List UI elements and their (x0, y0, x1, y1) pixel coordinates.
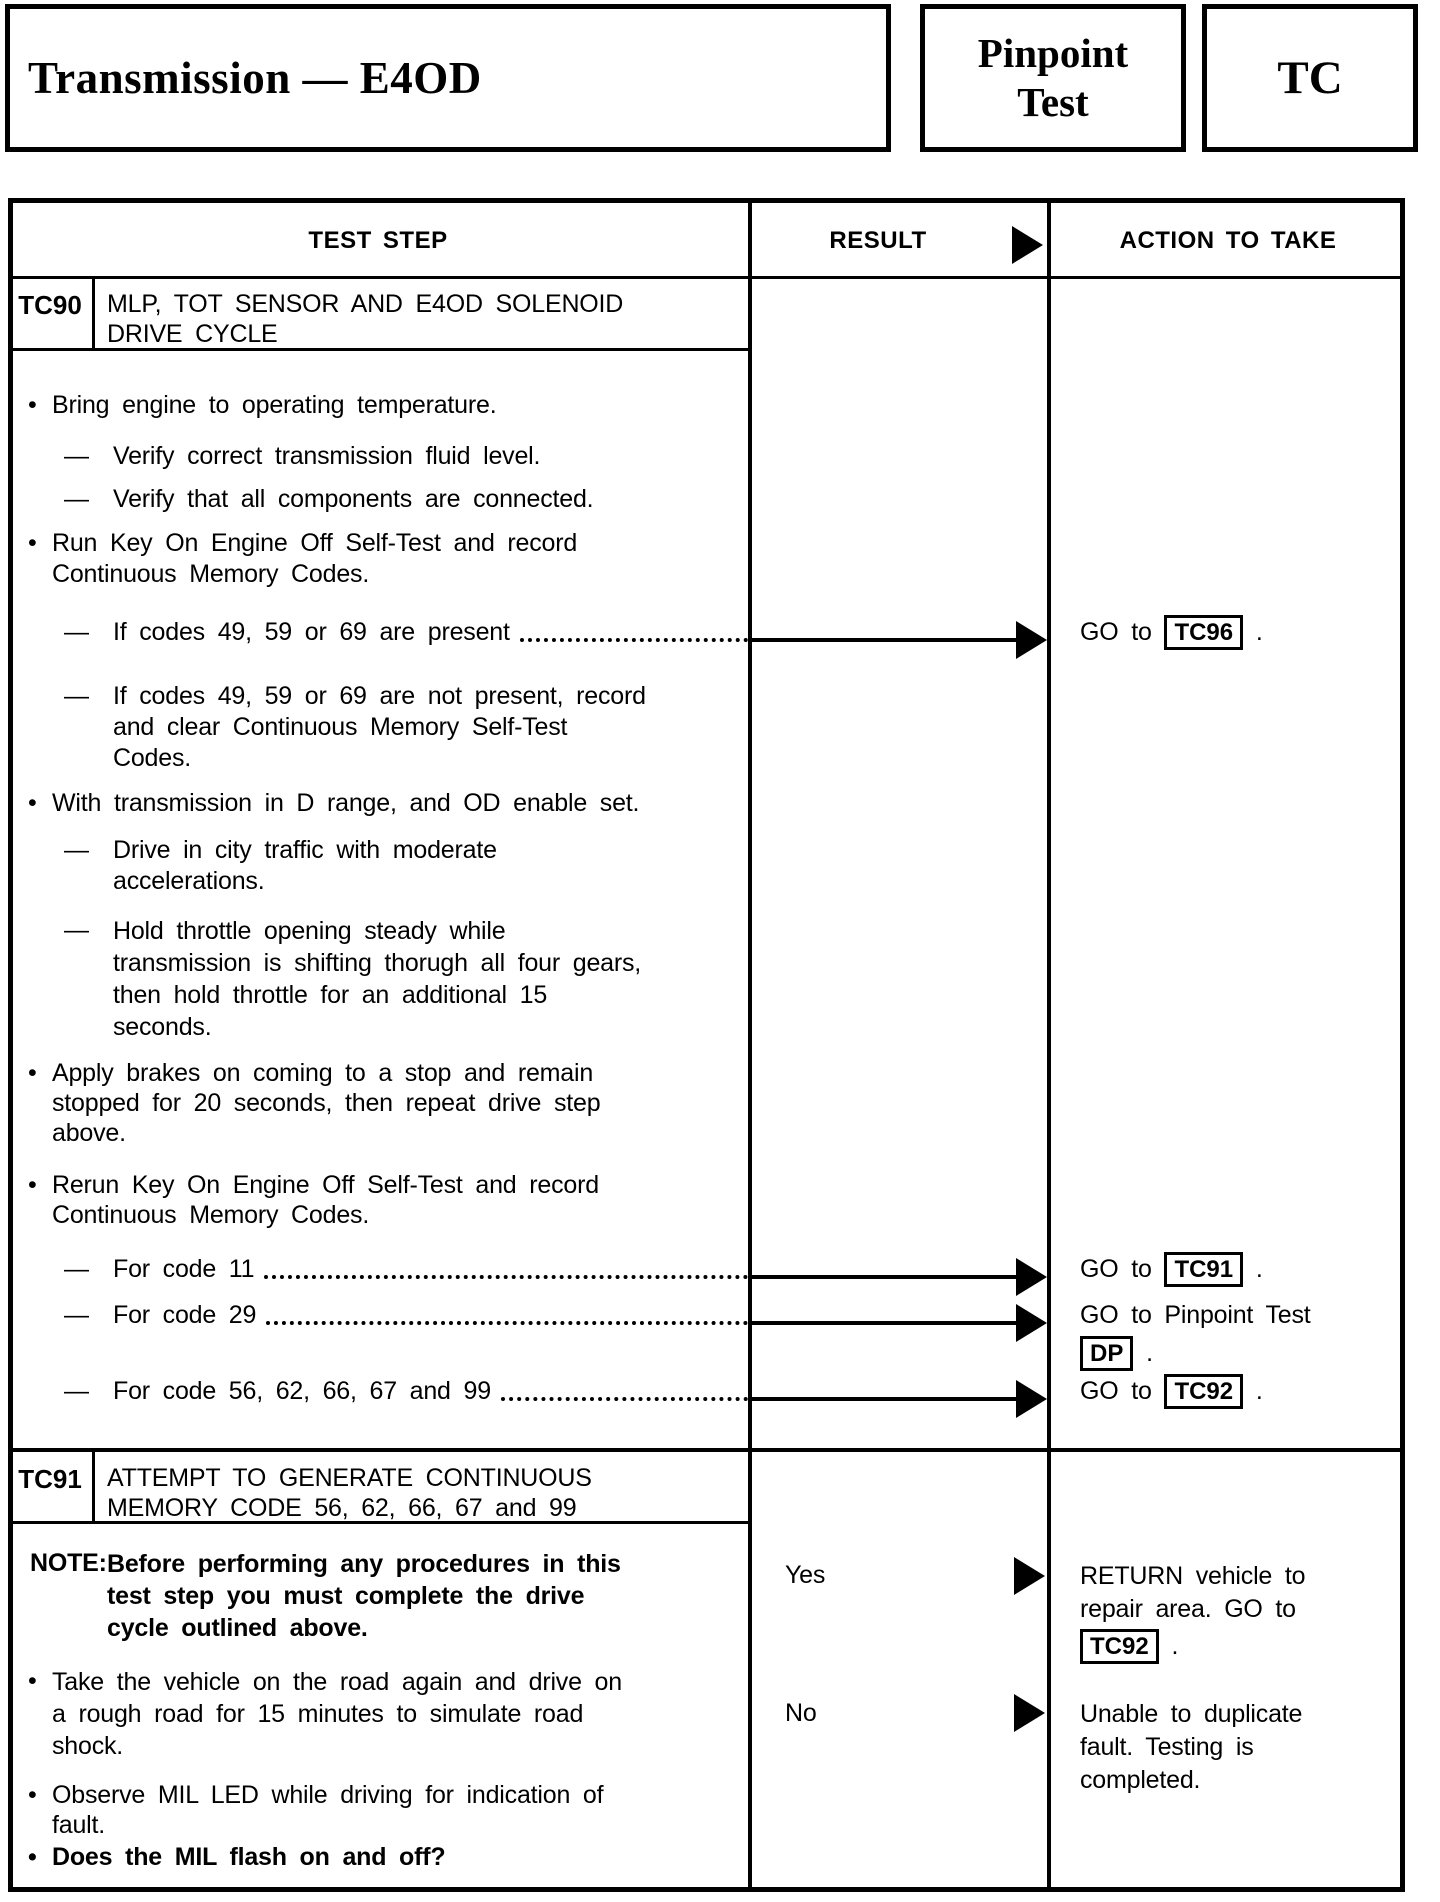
tc90-sub-city-traffic (113, 835, 497, 897)
tc90-step-title-line: MLP, TOT SENSOR AND E4OD SOLENOID (107, 290, 624, 318)
action-no-line: Unable to duplicate (1080, 1700, 1303, 1728)
dash-icon: — (64, 618, 89, 646)
pinpoint-test-box (920, 4, 1186, 152)
note-text-line: Before performing any procedures in this (107, 1550, 621, 1578)
tc91-step-title (107, 1463, 592, 1523)
dp-reference-box: DP (1080, 1336, 1133, 1371)
dotted-leader (266, 1300, 748, 1325)
result-header-arrow-icon (1012, 226, 1043, 264)
tc90-sub-hold-throttle (113, 915, 641, 1043)
tc90-bullet-engine-temp: Bring engine to operating temperature. (52, 391, 497, 419)
divider-result-action (1047, 198, 1051, 1892)
tc90-sub-hold-throttle-line: Hold throttle opening steady while (113, 917, 506, 945)
dotted-leader (520, 617, 748, 642)
tc90-bullet-rerun-selftest-line: Continuous Memory Codes. (52, 1201, 370, 1229)
note-label: NOTE: (30, 1549, 107, 1577)
action-no-unable-duplicate (1080, 1698, 1302, 1797)
result-arrow-line (750, 1275, 1018, 1279)
test-code-box (1202, 4, 1418, 152)
tc90-sub-hold-throttle-line: then hold throttle for an additional 15 (113, 981, 548, 1009)
bullet-icon: • (28, 1059, 37, 1087)
tc90-sub-code11-text: For code 11 (113, 1255, 255, 1283)
page-title: Transmission — E4OD (28, 53, 482, 103)
result-arrow-head (1016, 1304, 1047, 1342)
tc90-sub-codes-present-text: If codes 49, 59 or 69 are present (113, 618, 510, 646)
dash-icon: — (64, 836, 89, 864)
action-goto-tc91-text: GO to (1080, 1255, 1152, 1283)
section-separator-rule (8, 1448, 1405, 1452)
action-goto-pinpoint-dp (1080, 1298, 1311, 1371)
tc92-reference-box: TC92 (1080, 1629, 1159, 1664)
tc90-sub-fluid-level: Verify correct transmission fluid level. (113, 442, 541, 470)
dash-icon: — (64, 442, 89, 470)
tc91-bullet-rough-road (52, 1666, 622, 1762)
period: . (1255, 618, 1263, 646)
tc90-sub-code11-row (113, 1254, 748, 1285)
dash-icon: — (64, 1301, 89, 1329)
period: . (1146, 1339, 1153, 1367)
action-yes-line: RETURN vehicle to (1080, 1562, 1306, 1590)
note-text-line: test step you must complete the drive (107, 1582, 585, 1610)
tc91-step-title-line: ATTEMPT TO GENERATE CONTINUOUS (107, 1464, 592, 1492)
tc91-label-cell-rule (92, 1452, 95, 1524)
tc90-label-cell-rule (92, 276, 95, 351)
tc90-sub-code56-text: For code 56, 62, 66, 67 and 99 (113, 1377, 491, 1405)
tc90-bullet-koeo-selftest-line: Run Key On Engine Off Self-Test and record (52, 529, 578, 557)
header-row-rule (8, 276, 1405, 279)
dotted-leader (264, 1254, 748, 1279)
divider-teststep-result (748, 198, 752, 1892)
bullet-icon: • (28, 1171, 37, 1199)
action-goto-tc96-text: GO to (1080, 618, 1152, 646)
tc90-step-label: TC90 (18, 290, 82, 320)
action-goto-tc92-text: GO to (1080, 1377, 1152, 1405)
result-arrow-line (750, 1321, 1018, 1325)
tc90-sub-hold-throttle-line: seconds. (113, 1013, 212, 1041)
test-code: TC (1277, 52, 1343, 104)
tc90-bullet-rerun-selftest (52, 1170, 599, 1230)
tc90-sub-components-connected: Verify that all components are connected. (113, 485, 594, 513)
dash-icon: — (64, 1255, 89, 1283)
result-arrow-head (1016, 1258, 1047, 1296)
tc96-reference-box: TC96 (1164, 615, 1243, 650)
action-yes-line: repair area. GO to (1080, 1595, 1296, 1623)
tc90-bullet-d-range: With transmission in D range, and OD enable set. (52, 789, 640, 817)
tc90-sub-code56-row (113, 1376, 748, 1407)
note-text (107, 1548, 621, 1644)
tc90-step-title-line: DRIVE CYCLE (107, 320, 278, 348)
result-arrow-line (750, 638, 1018, 642)
bullet-icon: • (28, 529, 37, 557)
tc91-bullet-observe-mil-line: Observe MIL LED while driving for indication of (52, 1781, 604, 1809)
tc90-sub-code29-row (113, 1300, 748, 1331)
tc91-bullet-observe-mil-line: fault. (52, 1811, 105, 1839)
tc91-bullet-rough-road-line: Take the vehicle on the road again and drive on (52, 1668, 622, 1696)
result-arrow-line (750, 1397, 1018, 1401)
pinpoint-test-label-line1: Pinpoint (977, 29, 1129, 76)
action-goto-dp-text: GO to Pinpoint Test (1080, 1301, 1311, 1329)
result-arrow-head (1016, 621, 1047, 659)
tc90-bullet-koeo-selftest (52, 528, 577, 590)
dash-icon: — (64, 485, 89, 513)
tc90-sub-codes-not-present-line: If codes 49, 59 or 69 are not present, record (113, 682, 646, 710)
action-goto-tc96 (1080, 615, 1263, 650)
tc90-sub-hold-throttle-line: transmission is shifting thorugh all four gears, (113, 949, 642, 977)
tc90-bullet-apply-brakes-line: Apply brakes on coming to a stop and remain (52, 1059, 594, 1087)
tc90-step-title (107, 289, 623, 349)
note-text-line: cycle outlined above. (107, 1614, 368, 1642)
tc91-bullet-rough-road-line: shock. (52, 1732, 124, 1760)
column-header-result: RESULT (829, 227, 927, 254)
bullet-icon: • (28, 391, 37, 419)
dash-icon: — (64, 682, 89, 710)
bullet-icon: • (28, 1843, 37, 1871)
period: . (1255, 1255, 1263, 1283)
tc90-sub-codes-not-present (113, 681, 646, 774)
column-header-test-step: TEST STEP (308, 227, 448, 254)
result-yes-label: Yes (785, 1561, 826, 1589)
bullet-icon: • (28, 1781, 37, 1809)
action-no-line: completed. (1080, 1766, 1201, 1794)
tc92-reference-box: TC92 (1164, 1374, 1243, 1409)
tc90-sub-codes-present-row (113, 617, 748, 648)
tc90-bullet-apply-brakes-line: above. (52, 1119, 126, 1147)
tc90-sub-codes-not-present-line: Codes. (113, 744, 192, 772)
action-goto-tc91 (1080, 1252, 1263, 1287)
tc90-bullet-apply-brakes (52, 1058, 600, 1148)
dash-icon: — (64, 1377, 89, 1405)
tc90-sub-city-traffic-line: accelerations. (113, 867, 265, 895)
tc91-step-title-line: MEMORY CODE 56, 62, 66, 67 and 99 (107, 1494, 577, 1522)
tc90-sub-city-traffic-line: Drive in city traffic with moderate (113, 836, 497, 864)
result-yes-arrow-head (1014, 1557, 1045, 1595)
tc90-sub-codes-not-present-line: and clear Continuous Memory Self-Test (113, 713, 568, 741)
action-yes-return-vehicle (1080, 1560, 1305, 1664)
action-goto-tc92 (1080, 1374, 1263, 1409)
tc90-bullet-rerun-selftest-line: Rerun Key On Engine Off Self-Test and record (52, 1171, 599, 1199)
dotted-leader (501, 1376, 748, 1401)
result-arrow-head (1016, 1380, 1047, 1418)
bullet-icon: • (28, 1667, 37, 1695)
column-header-action: ACTION TO TAKE (1119, 227, 1337, 254)
period: . (1255, 1377, 1263, 1405)
tc91-bullet-rough-road-line: a rough road for 15 minutes to simulate road (52, 1700, 584, 1728)
tc91-bullet-observe-mil (52, 1780, 603, 1840)
page-title-box (5, 4, 891, 152)
tc90-sub-code29-text: For code 29 (113, 1301, 257, 1329)
tc90-bullet-koeo-selftest-line: Continuous Memory Codes. (52, 560, 370, 588)
pinpoint-test-label-line2: Test (1017, 79, 1089, 125)
bullet-icon: • (28, 789, 37, 817)
tc90-bullet-apply-brakes-line: stopped for 20 seconds, then repeat drive step (52, 1089, 601, 1117)
period: . (1171, 1632, 1179, 1660)
tc91-reference-box: TC91 (1164, 1252, 1243, 1287)
tc91-question-mil-flash: Does the MIL flash on and off? (52, 1843, 446, 1871)
tc91-step-label: TC91 (18, 1464, 82, 1494)
result-no-arrow-head (1014, 1694, 1045, 1732)
result-no-label: No (785, 1699, 817, 1727)
dash-icon: — (64, 916, 89, 944)
action-no-line: fault. Testing is (1080, 1733, 1254, 1761)
